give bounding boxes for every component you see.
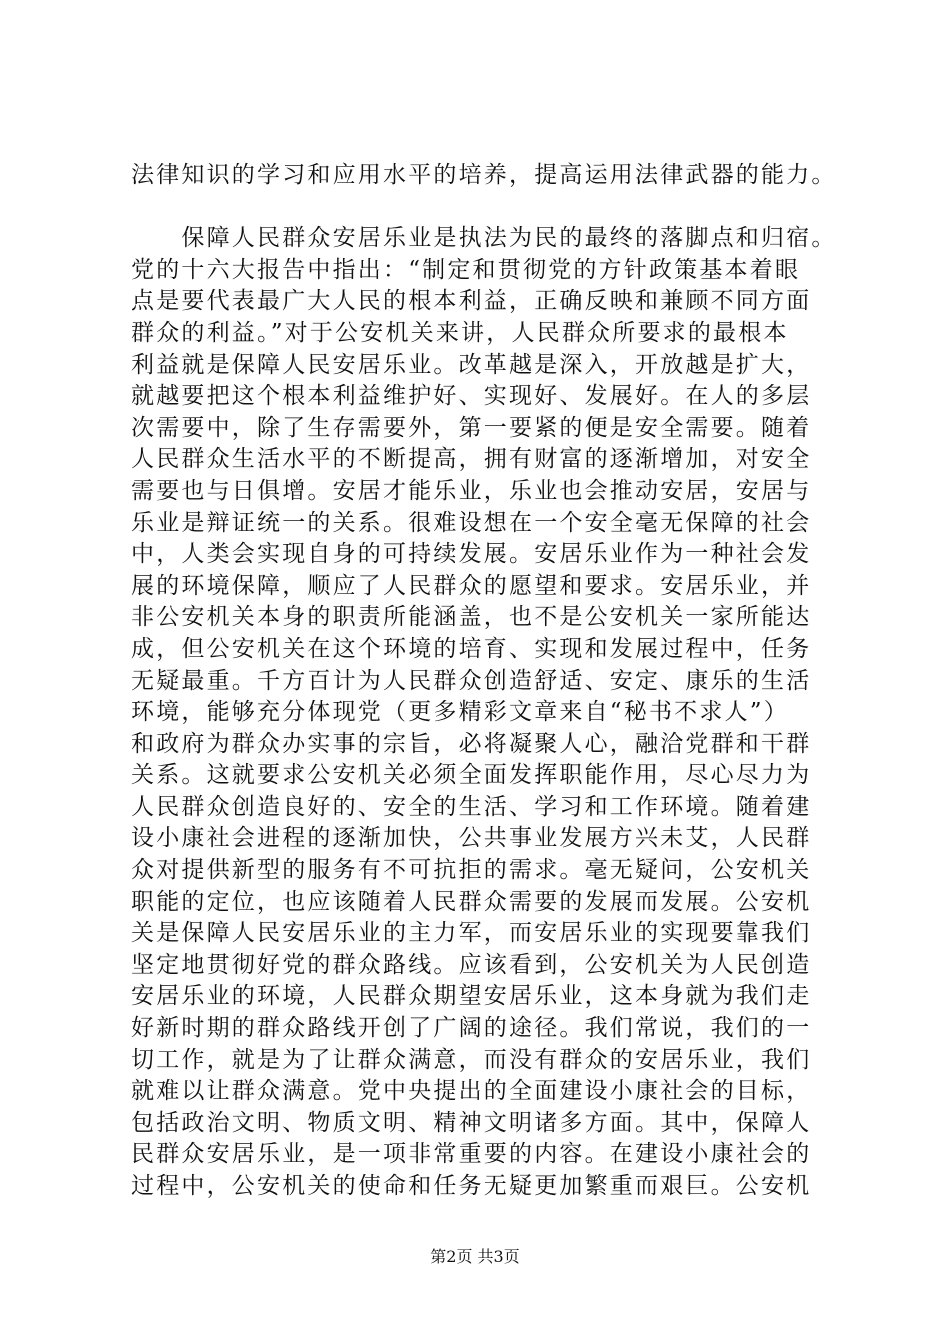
text-line: 包括政治文明、物质文明、精神文明诸多方面。其中，保障人 bbox=[131, 1109, 812, 1136]
text-line: 点是要代表最广大人民的根本利益，正确反映和兼顾不同方面 bbox=[131, 288, 812, 315]
text-line: 非公安机关本身的职责所能涵盖，也不是公安机关一家所能达 bbox=[131, 604, 812, 631]
paragraph-gap bbox=[131, 192, 831, 224]
text-line: 坚定地贯彻好党的群众路线。应该看到，公安机关为人民创造 bbox=[131, 951, 812, 978]
text-line: 次需要中，除了生存需要外，第一要紧的便是安全需要。随着 bbox=[131, 414, 812, 441]
text-line: 好新时期的群众路线开创了广阔的途径。我们常说，我们的一 bbox=[131, 1015, 812, 1042]
page-footer bbox=[0, 1244, 950, 1267]
text-line: 和政府为群众办实事的宗旨，必将凝聚人心，融洽党群和干群 bbox=[131, 730, 812, 757]
text-line: 众对提供新型的服务有不可抗拒的需求。毫无疑问，公安机关 bbox=[131, 857, 812, 884]
text-line: 群众的利益。”对于公安机关来讲，人民群众所要求的最根本 bbox=[131, 319, 789, 346]
text-line: 就难以让群众满意。党中央提出的全面建设小康社会的目标， bbox=[131, 1078, 812, 1105]
text-line: 关系。这就要求公安机关必须全面发挥职能作用，尽心尽力为 bbox=[131, 762, 812, 789]
text-line: 民群众安居乐业，是一项非常重要的内容。在建设小康社会的 bbox=[131, 1141, 812, 1168]
text-line: 职能的定位，也应该随着人民群众需要的发展而发展。公安机 bbox=[131, 888, 812, 915]
text-line: 中，人类会实现自身的可持续发展。安居乐业作为一种社会发 bbox=[131, 541, 812, 568]
text-line: 设小康社会进程的逐渐加快，公共事业发展方兴未艾，人民群 bbox=[131, 825, 812, 852]
text-line: 法律知识的学习和应用水平的培养，提高运用法律武器的能力。 bbox=[131, 162, 837, 188]
text-line: 环境，能够充分体现党（更多精彩文章来自“秘书不求人”） bbox=[131, 699, 789, 726]
text-line: 过程中，公安机关的使命和任务无疑更加繁重而艰巨。公安机 bbox=[131, 1173, 812, 1199]
text-line: 乐业是辩证统一的关系。很难设想在一个安全毫无保障的社会 bbox=[131, 509, 812, 536]
text-line: 成，但公安机关在这个环境的培育、实现和发展过程中，任务 bbox=[131, 635, 812, 662]
text-line: 就越要把这个根本利益维护好、实现好、发展好。在人的多层 bbox=[131, 383, 812, 410]
document-body bbox=[131, 160, 837, 1203]
text-line: 利益就是保障人民安居乐业。改革越是深入，开放越是扩大， bbox=[131, 351, 812, 378]
text-line: 需要也与日俱增。安居才能乐业，乐业也会推动安居，安居与 bbox=[131, 477, 812, 504]
text-line: 安居乐业的环境，人民群众期望安居乐业，这本身就为我们走 bbox=[131, 983, 812, 1010]
page-number-label: 第2页 共3页 bbox=[430, 1247, 520, 1266]
text-line: 展的环境保障，顺应了人民群众的愿望和要求。安居乐业，并 bbox=[131, 572, 812, 599]
text-line: 党的十六大报告中指出：“制定和贯彻党的方针政策基本着眼 bbox=[131, 256, 801, 283]
text-line: 关是保障人民安居乐业的主力军，而安居乐业的实现要靠我们 bbox=[131, 920, 812, 947]
text-line: 保障人民群众安居乐业是执法为民的最终的落脚点和归宿。 bbox=[131, 225, 837, 252]
text-line: 切工作，就是为了让群众满意，而没有群众的安居乐业，我们 bbox=[131, 1046, 812, 1073]
text-line: 无疑最重。千方百计为人民群众创造舒适、安定、康乐的生活 bbox=[131, 667, 812, 694]
text-line: 人民群众生活水平的不断提高，拥有财富的逐渐增加，对安全 bbox=[131, 446, 812, 473]
text-line: 人民群众创造良好的、安全的生活、学习和工作环境。随着建 bbox=[131, 793, 812, 820]
